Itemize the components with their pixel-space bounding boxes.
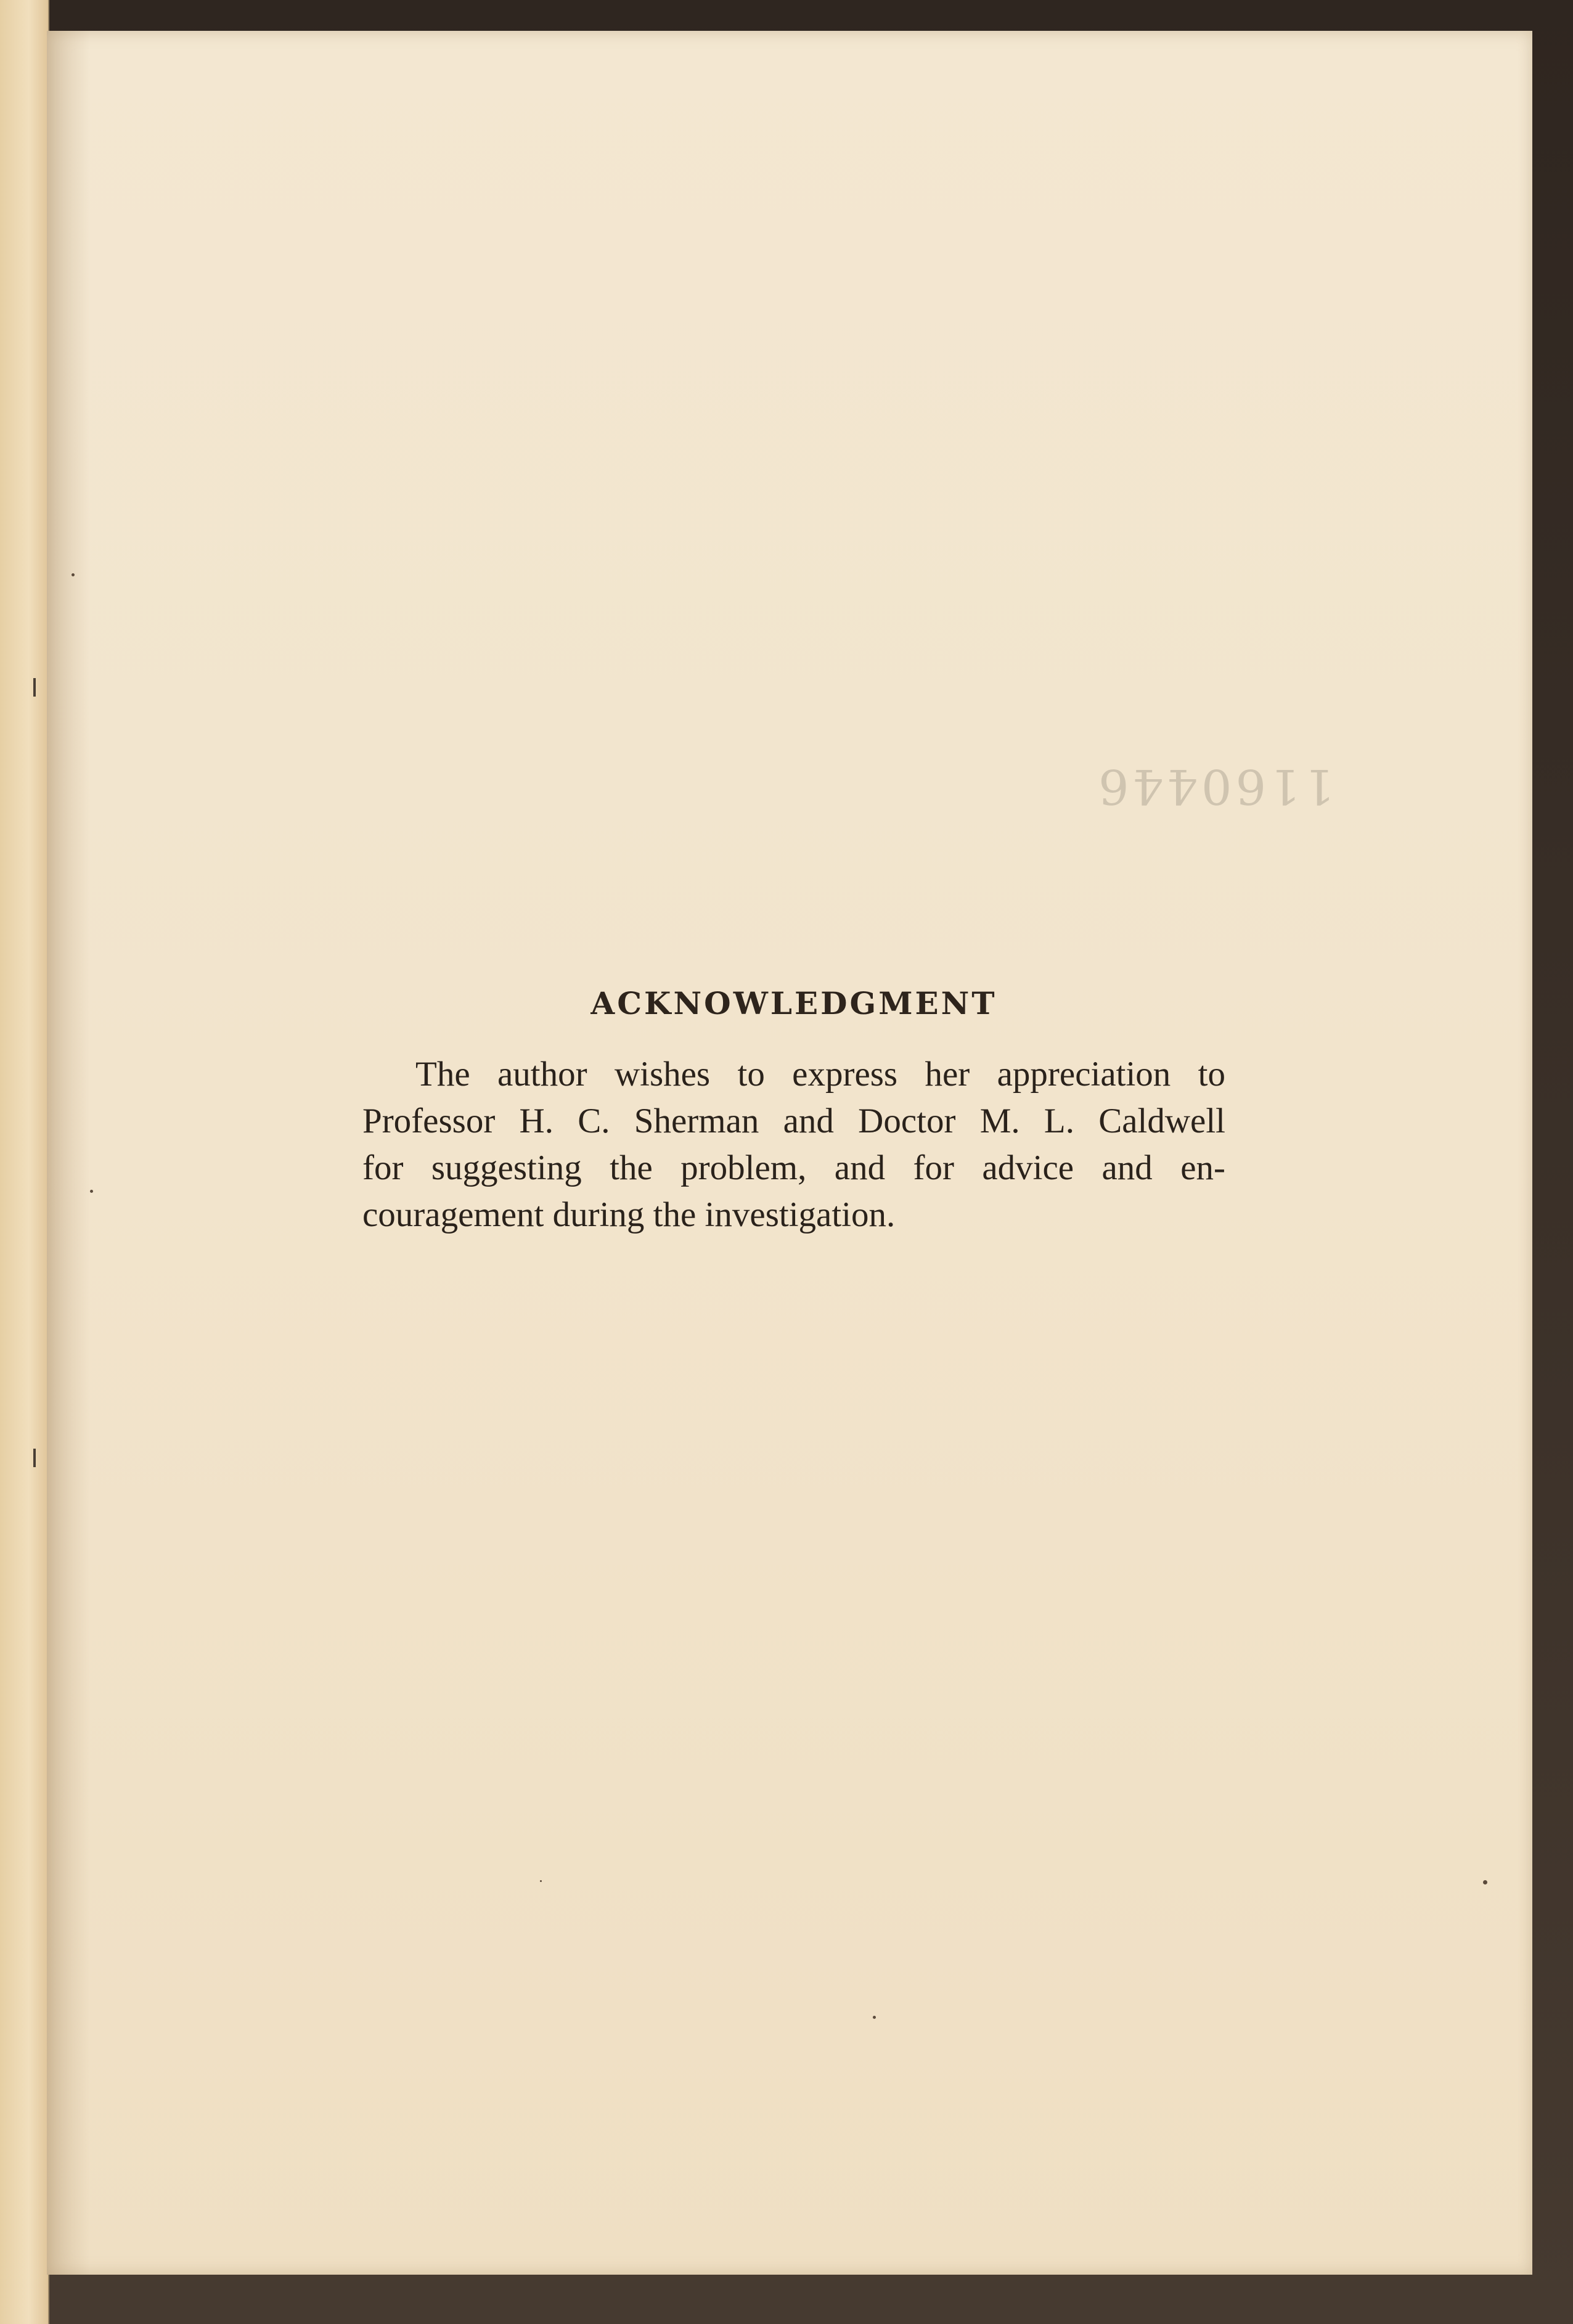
book-page bbox=[47, 31, 1532, 2275]
binding-mark bbox=[33, 1449, 36, 1467]
facing-page-edge bbox=[0, 0, 49, 2324]
paper-speck bbox=[90, 1190, 93, 1193]
paper-speck bbox=[873, 2016, 876, 2019]
paper-speck bbox=[72, 573, 75, 576]
acknowledgment-paragraph bbox=[362, 1051, 1225, 1238]
paragraph-line: for suggesting the problem, and for advice and en- bbox=[362, 1148, 1225, 1187]
acknowledgment-section bbox=[362, 985, 1225, 1238]
pencil-annotation: 1160446 bbox=[1095, 758, 1335, 814]
gutter-shadow bbox=[47, 31, 90, 2275]
binding-mark bbox=[33, 678, 36, 697]
paragraph-line: Professor H. C. Sherman and Doctor M. L. Caldwell bbox=[362, 1102, 1225, 1140]
paper-speck bbox=[1483, 1880, 1487, 1884]
paragraph-line: The author wishes to express her appreciation to bbox=[415, 1055, 1225, 1094]
paragraph-line: couragement during the investigation. bbox=[362, 1195, 896, 1234]
paper-speck bbox=[540, 1880, 542, 1882]
page-title: ACKNOWLEDGMENT bbox=[590, 985, 997, 1021]
